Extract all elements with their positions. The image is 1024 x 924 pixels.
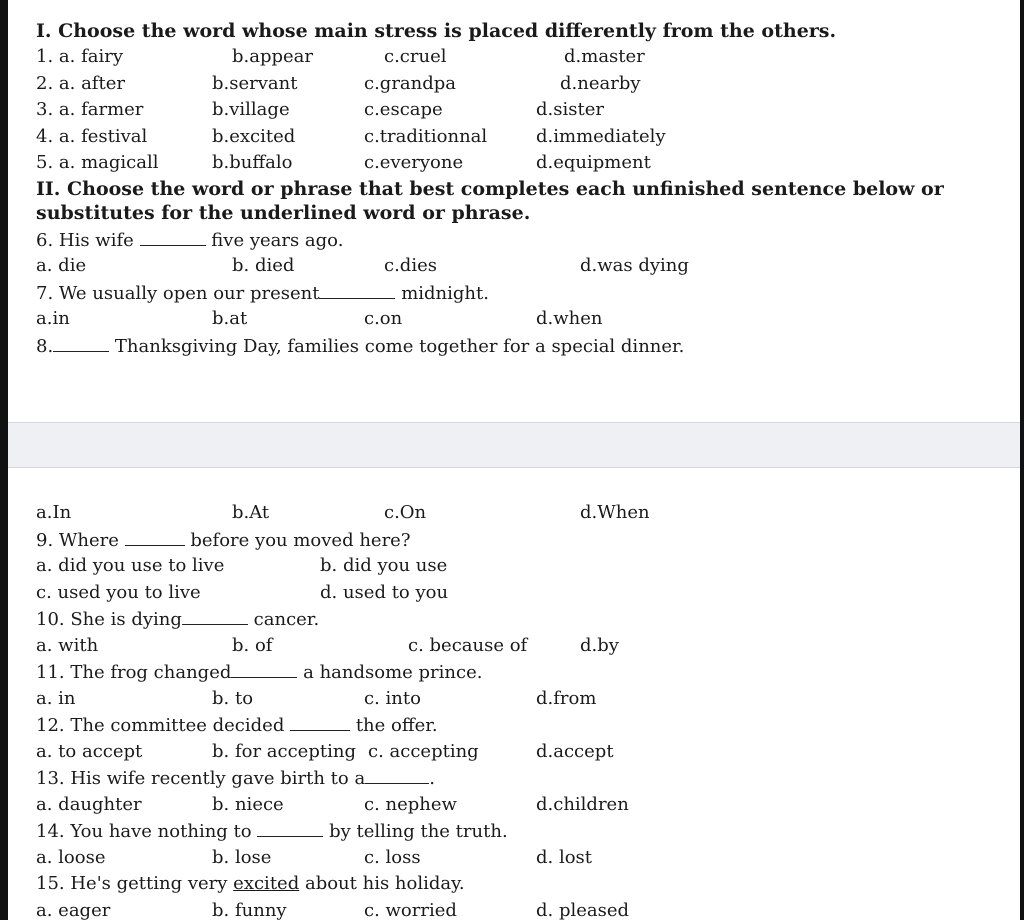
q8-text-after: Thanksgiving Day, families come together for a special dinner.: [115, 336, 684, 357]
question-9-options-row-2: [36, 580, 1006, 607]
option-b: b.servant: [212, 71, 297, 98]
option-b: b. of: [232, 633, 272, 660]
option-a: a. with: [36, 633, 98, 660]
option-a: a. die: [36, 253, 86, 280]
worksheet-upper: [36, 18, 1006, 359]
q13-text-before: 13. His wife recently gave birth to a: [36, 768, 365, 789]
option-c: c.On: [384, 500, 426, 527]
question-6-stem: [36, 227, 1006, 254]
question-10-stem: [36, 606, 1006, 633]
question-2: [36, 71, 1006, 98]
question-12-options: [36, 739, 1006, 766]
option-d: d.master: [564, 44, 645, 71]
option-c: c.escape: [364, 97, 443, 124]
answer-blank: [53, 333, 109, 352]
q15-text-after: about his holiday.: [305, 873, 465, 894]
option-d: d.nearby: [560, 71, 641, 98]
option-c: c. into: [364, 686, 421, 713]
option-b: b.buffalo: [212, 150, 292, 177]
question-8-stem: [36, 333, 1006, 360]
option-b: b.At: [232, 500, 269, 527]
question-12-stem: [36, 712, 1006, 739]
question-15-stem: [36, 871, 1006, 898]
question-15-options: [36, 898, 1006, 924]
option-a: a. daughter: [36, 792, 142, 819]
question-13-options: [36, 792, 1006, 819]
option-a: 3. a. farmer: [36, 97, 143, 124]
option-d: d.children: [536, 792, 629, 819]
option-c: c. used you to live: [36, 580, 201, 607]
option-c: c. accepting: [368, 739, 479, 766]
option-d: d.was dying: [580, 253, 689, 280]
option-d: d.When: [580, 500, 650, 527]
question-10-options: [36, 633, 1006, 660]
section-1-heading: I. Choose the word whose main stress is placed differently from the others.: [36, 18, 1006, 44]
option-d: d.sister: [536, 97, 604, 124]
option-a: 5. a. magicall: [36, 150, 158, 177]
option-d: d.equipment: [536, 150, 651, 177]
answer-blank: [231, 659, 297, 678]
option-d: d.by: [580, 633, 619, 660]
option-c: c. because of: [408, 633, 527, 660]
option-c: c.traditionnal: [364, 124, 487, 151]
q6-text-after: five years ago.: [211, 230, 343, 251]
left-frame-border: [0, 0, 8, 920]
q12-text-after: the offer.: [356, 715, 438, 736]
question-9-stem: [36, 527, 1006, 554]
option-a: 4. a. festival: [36, 124, 147, 151]
option-d: d.from: [536, 686, 596, 713]
option-a: a.in: [36, 306, 70, 333]
option-a: a. to accept: [36, 739, 142, 766]
right-frame-border: [1020, 0, 1024, 920]
option-b: b.at: [212, 306, 247, 333]
option-c: c.cruel: [384, 44, 447, 71]
q10-text-after: cancer.: [254, 609, 320, 630]
question-5: [36, 150, 1006, 177]
q12-text-before: 12. The committee decided: [36, 715, 284, 736]
option-a: a. did you use to live: [36, 553, 224, 580]
option-d: d.accept: [536, 739, 614, 766]
question-9-options-row-1: [36, 553, 1006, 580]
section-2-heading: II. Choose the word or phrase that best completes each unfinished sentence below or substitutes for the underlined word or phrase.: [36, 177, 1006, 227]
answer-blank: [140, 227, 206, 246]
question-1: [36, 44, 1006, 71]
option-d: d. pleased: [536, 898, 629, 924]
q14-text-after: by telling the truth.: [329, 821, 508, 842]
option-a: 2. a. after: [36, 71, 125, 98]
option-b: b. niece: [212, 792, 284, 819]
option-b: b. lose: [212, 845, 271, 872]
q9-text-before: 9. Where: [36, 530, 119, 551]
option-a: a.In: [36, 500, 71, 527]
question-14-options: [36, 845, 1006, 872]
question-11-options: [36, 686, 1006, 713]
answer-blank: [290, 712, 350, 731]
option-d: d. used to you: [320, 580, 448, 607]
q7-text-before: 7. We usually open our present: [36, 283, 319, 304]
question-14-stem: [36, 818, 1006, 845]
q14-text-before: 14. You have nothing to: [36, 821, 252, 842]
question-3: [36, 97, 1006, 124]
q13-text-after: .: [429, 768, 435, 789]
option-c: c. worried: [364, 898, 457, 924]
question-4: [36, 124, 1006, 151]
option-c: c.on: [364, 306, 402, 333]
option-c: c.dies: [384, 253, 437, 280]
option-b: b.excited: [212, 124, 295, 151]
option-b: b.appear: [232, 44, 313, 71]
option-c: c.grandpa: [364, 71, 456, 98]
page-separator: [8, 422, 1020, 468]
underlined-word: excited: [233, 873, 299, 894]
question-7-options: [36, 306, 1006, 333]
option-a: a. loose: [36, 845, 106, 872]
option-c: c. nephew: [364, 792, 457, 819]
option-b: b. funny: [212, 898, 287, 924]
question-13-stem: [36, 765, 1006, 792]
option-a: 1. a. fairy: [36, 44, 123, 71]
question-7-stem: [36, 280, 1006, 307]
option-d: d.when: [536, 306, 603, 333]
answer-blank: [125, 527, 185, 546]
question-8-options: [36, 500, 1006, 527]
q9-text-after: before you moved here?: [190, 530, 410, 551]
question-11-stem: [36, 659, 1006, 686]
q7-text-after: midnight.: [401, 283, 489, 304]
option-b: b. died: [232, 253, 294, 280]
q6-text-before: 6. His wife: [36, 230, 134, 251]
q11-text-after: a handsome prince.: [303, 662, 482, 683]
answer-blank: [257, 818, 323, 837]
option-b: b. to: [212, 686, 253, 713]
option-a: a. eager: [36, 898, 110, 924]
option-b: b. for accepting: [212, 739, 356, 766]
option-b: b.village: [212, 97, 290, 124]
answer-blank: [182, 606, 248, 625]
option-a: a. in: [36, 686, 76, 713]
option-d: d. lost: [536, 845, 592, 872]
option-c: c.everyone: [364, 150, 463, 177]
q10-text-before: 10. She is dying: [36, 609, 182, 630]
option-d: d.immediately: [536, 124, 666, 151]
answer-blank: [319, 280, 395, 299]
q11-text-before: 11. The frog changed: [36, 662, 231, 683]
option-c: c. loss: [364, 845, 421, 872]
worksheet-lower: [36, 500, 1006, 924]
q15-text-before: 15. He's getting very: [36, 873, 227, 894]
answer-blank: [365, 765, 429, 784]
question-6-options: [36, 253, 1006, 280]
option-b: b. did you use: [320, 553, 447, 580]
q8-text-before: 8.: [36, 336, 53, 357]
